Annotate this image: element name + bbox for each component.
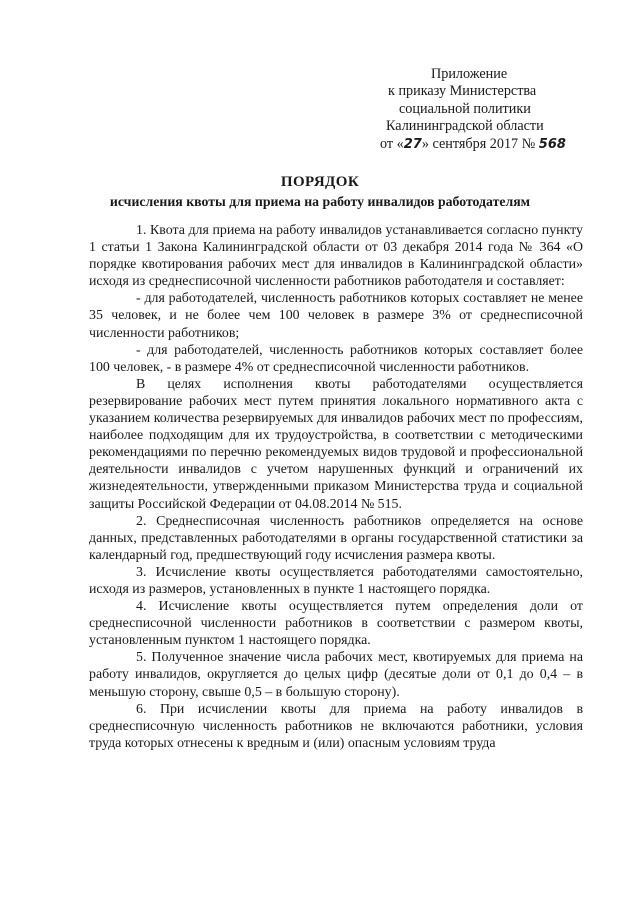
paragraph-4: В целях исполнения квоты работодателями осуществляется резервирование рабочих мест путем принятия локального нормативного акта с указанием количества резервируемых для инвалидов рабочих мест по профессиям, наиболее подходящим для их трудоустройства, в соответствии с методическими рекомендациями по перечню рекомендуемых видов трудовой и профессиональной деятельности инвалидов с учетом нарушенных функций и ограничений их жизнедеятельности, утвержденными приказом Министерства труда и социальной защиты Российской Федерации от 04.08.2014 № 515.: [89, 376, 583, 512]
paragraph-8: 5. Полученное значение числа рабочих мест, квотируемых для приема на работу инвалидов, округляется до целых цифр (десятые доли от 0,1 до 0,4 – в меньшую сторону, свыше 0,5 – в большую сторону).: [89, 650, 583, 700]
appendix-line-title: Приложение: [431, 66, 508, 82]
paragraph-5: 2. Среднесписочная численность работников определяется на основе данных, представленных работодателями в органы государственной статистики за календарный год, предшествующий году исчисления размера квоты.: [89, 513, 583, 563]
document-body: [89, 222, 583, 752]
paragraph-7: 4. Исчисление квоты осуществляется путем определения доли от среднесписочной численности работников в соответствии с размером квоты, установленным пунктом 1 настоящего порядка.: [89, 599, 583, 649]
appendix-line-ministry: социальной политики: [399, 100, 531, 117]
paragraph-9: 6. При исчислении квоты для приема на работу инвалидов в среднесписочную численность работников не включаются работники, условия труда которых отнесены к вредным и (или) опасным условиям труда: [89, 701, 583, 751]
paragraph-2: - для работодателей, численность работников которых составляет не менее 35 человек, и не более чем 100 человек в размере 3% от среднесписочной численности работников;: [89, 291, 583, 341]
document-title: ПОРЯДОК: [280, 174, 360, 190]
appendix-line-order: к приказу Министерства: [388, 83, 537, 100]
appendix-line-region: Калининградской области: [386, 118, 544, 135]
handwritten-day: 27: [403, 136, 422, 152]
handwritten-number: 568: [538, 136, 566, 152]
date-middle: » сентября 2017 №: [421, 135, 536, 152]
appendix-block: [376, 66, 586, 153]
paragraph-1: 1. Квота для приема на работу инвалидов устанавливается согласно пункту 1 статьи 1 Закона Калининградской области от 03 декабря 2014 года № 364 «О порядке квотирования рабочих мест для инвалидов в Калининградской области» исходя из среднесписочной численности работников работодателя и составляет:: [89, 223, 583, 290]
date-prefix: от «: [380, 135, 404, 152]
document-subtitle: исчисления квоты для приема на работу инвалидов работодателям: [109, 194, 531, 209]
appendix-date-line: [376, 136, 586, 153]
paragraph-6: 3. Исчисление квоты осуществляется работодателями самостоятельно, исходя из размеров, установленных в пункте 1 настоящего порядка.: [89, 564, 583, 597]
paragraph-3: - для работодателей, численность работников которых составляет более 100 человек, - в размере 4% от среднесписочной численности работников.: [89, 342, 583, 375]
